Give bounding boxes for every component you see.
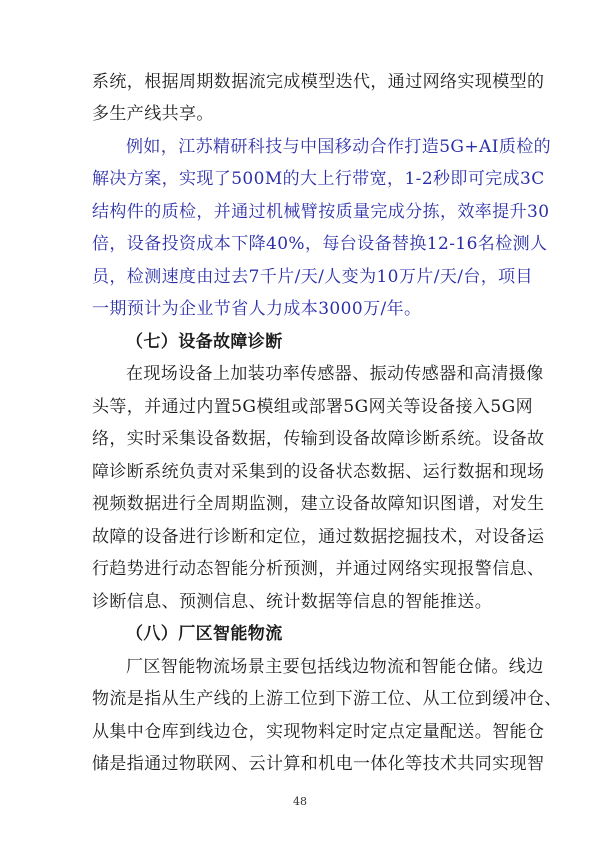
example-line: 解决方案，实现了500M的大上行带宽，1-2秒即可完成3C <box>92 169 545 189</box>
page-number: 48 <box>293 795 307 808</box>
section-heading-7: （七）设备故障诊断 <box>126 332 283 352</box>
paragraph-line: 从集中仓库到线边仓，实现物料定时定点定量配送。智能仓 <box>92 722 545 742</box>
paragraph-line: 在现场设备上加装功率传感器、振动传感器和高清摄像 <box>126 364 544 384</box>
paragraph-line: 储是指通过物联网、云计算和机电一体化等技术共同实现智 <box>92 754 545 774</box>
example-line: 结构件的质检，并通过机械臂按质量完成分拣，效率提升30 <box>92 202 550 222</box>
paragraph-line: 物流是指从生产线的上游工位到下游工位、从工位到缓冲仓、 <box>92 689 562 709</box>
paragraph-line: 多生产线共享。 <box>92 104 214 124</box>
paragraph-line: 行趋势进行动态智能分析预测，并通过网络实现报警信息、 <box>92 559 545 579</box>
paragraph-line: 视频数据进行全周期监测，建立设备故障知识图谱，对发生 <box>92 494 545 514</box>
paragraph-line: 系统，根据周期数据流完成模型迭代，通过网络实现模型的 <box>92 72 545 92</box>
example-line: 一期预计为企业节省人力成本3000万/年。 <box>92 299 422 319</box>
paragraph-line: 头等，并通过内置5G模组或部署5G网关等设备接入5G网 <box>92 397 533 417</box>
paragraph-line: 诊断信息、预测信息、统计数据等信息的智能推送。 <box>92 592 493 612</box>
paragraph-line: 厂区智能物流场景主要包括线边物流和智能仓储。线边 <box>126 657 544 677</box>
example-line: 例如，江苏精研科技与中国移动合作打造5G+AI质检的 <box>126 137 552 157</box>
example-line: 倍，设备投资成本下降40%，每台设备替换12-16名检测人 <box>92 234 548 254</box>
paragraph-line: 络，实时采集设备数据，传输到设备故障诊断系统。设备故 <box>92 429 545 449</box>
paragraph-line: 障诊断系统负责对采集到的设备状态数据、运行数据和现场 <box>92 462 545 482</box>
example-line: 员，检测速度由过去7千片/天/人变为10万片/天/台，项目 <box>92 267 533 287</box>
paragraph-line: 故障的设备进行诊断和定位，通过数据挖掘技术，对设备运 <box>92 527 545 547</box>
section-heading-8: （八）厂区智能物流 <box>126 624 283 644</box>
